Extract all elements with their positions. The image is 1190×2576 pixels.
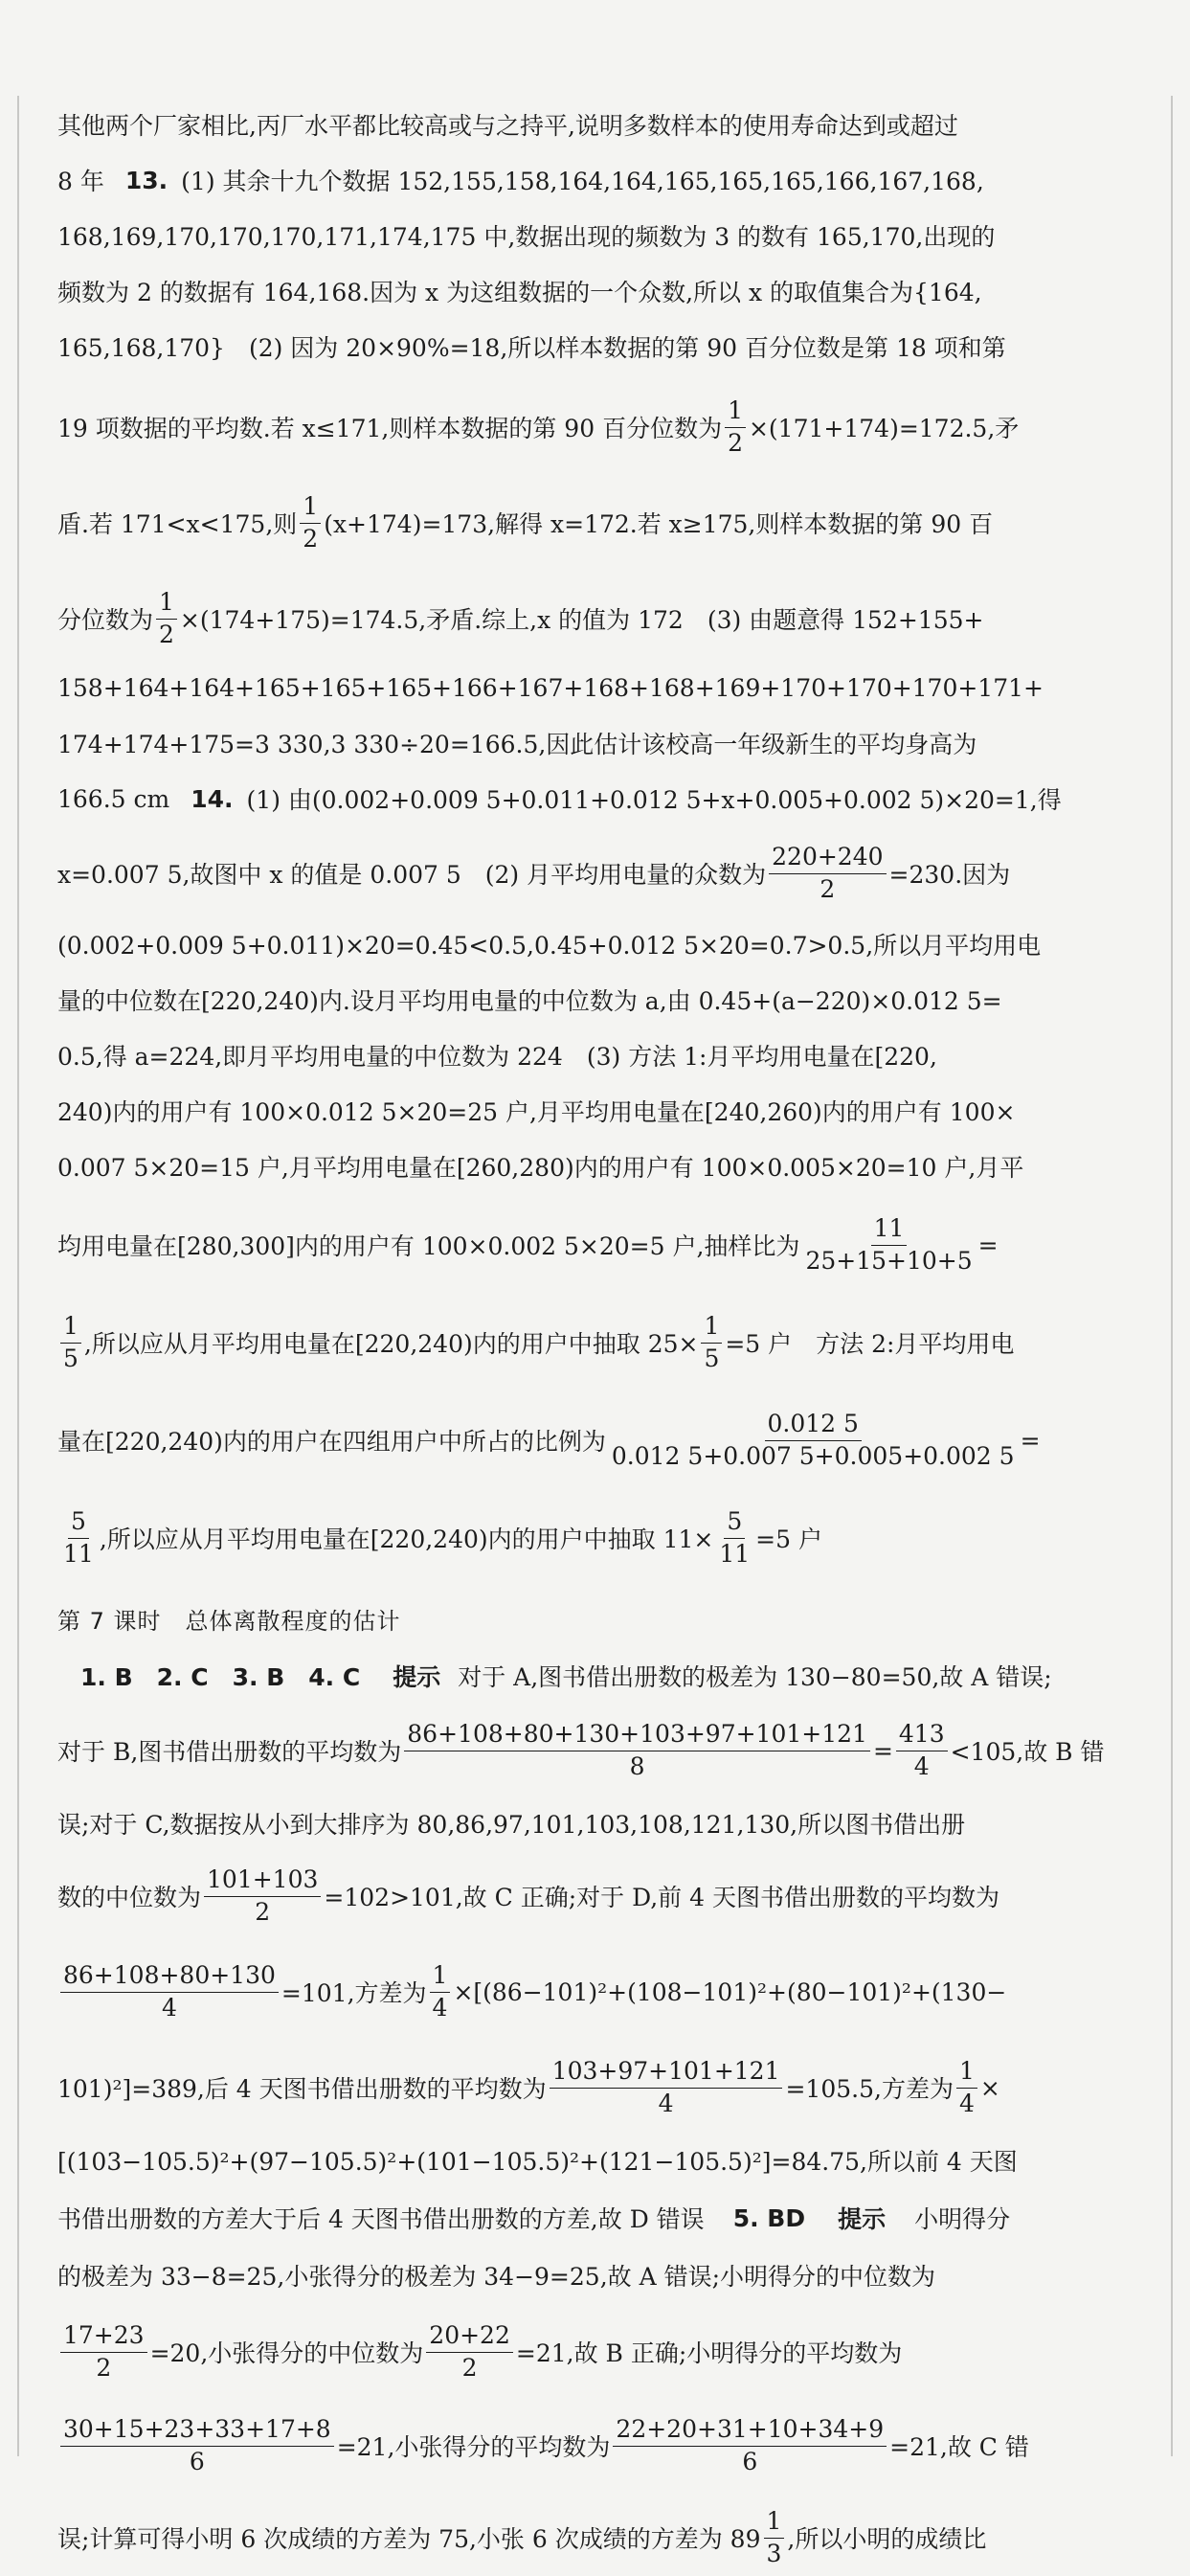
- right-margin-rule: [1171, 96, 1173, 2456]
- left-margin-rule: [17, 96, 19, 2456]
- text-line: $\frac{86+108+80+130}{4}$ =101,方差为 $\frac{1}{4}$ ×[(86−101)²+(108−101)²+(80−101)²+(130−: [57, 1954, 1137, 2030]
- text-line: 其他两个厂家相比,丙厂水平都比较高或与之持平,说明多数样本的使用寿命达到或超过: [57, 112, 958, 140]
- text-line: 0.5,得 a=224,即月平均用电量的中位数为 224 (3) 方法 1:月平均用电量在[220,: [57, 1043, 937, 1071]
- fraction: $\frac{101+103}{2}$: [204, 1866, 321, 1927]
- fraction: $\frac{30+15+23+33+17+8}{6}$: [60, 2416, 334, 2476]
- fraction: $\frac{1}{2}$: [300, 493, 321, 554]
- hint-label: 提示: [838, 2205, 887, 2233]
- answer-choices: 5. BD: [732, 2203, 806, 2232]
- text-line: 量的中位数在[220,240)内.设月平均用电量的中位数为 a,由 0.45+(a−220)×0.012 5=: [57, 987, 1002, 1015]
- text-line: 书借出册数的方差大于后 4 天图书借出册数的方差,故 D 错误 5. BD 提示 小明得分: [57, 2189, 1137, 2247]
- fraction: $\frac{1}{2}$: [725, 397, 746, 458]
- text-line: 8 年 13. (1) 其余十九个数据 152,155,158,164,164,165,165,165,166,167,168,: [57, 166, 984, 195]
- fraction: $\frac{1}{5}$: [60, 1313, 81, 1373]
- fraction: $\frac{1}{3}$: [764, 2508, 785, 2568]
- text-line: 0.007 5×20=15 户,月平均用电量在[260,280)内的用户有 100×0.005×20=10 户,月平: [57, 1154, 1024, 1182]
- text-line: x=0.007 5,故图中 x 的值是 0.007 5 (2) 月平均用电量的众数为 $\frac{220+240}{2}$ =230.因为: [57, 842, 1011, 903]
- text-line: 158+164+164+165+165+165+166+167+168+168+169+170+170+170+171+: [57, 673, 1044, 702]
- text-line: 数的中位数为 $\frac{101+103}{2}$ =102>101,故 C 正确;对于 D,前 4 天图书借出册数的平均数为: [57, 1864, 999, 1926]
- text-line: 盾.若 171<x<175,则 $\frac{1}{2}$ (x+174)=173,解得 x=172.若 x≥175,则样本数据的第 90 百: [57, 491, 994, 553]
- text-line: $\frac{1}{5}$ ,所以应从月平均用电量在[220,240)内的用户中抽取 25× $\frac{1}{5}$ =5 户 方法 2:月平均用电: [57, 1304, 1137, 1381]
- fraction: $\frac{220+240}{2}$: [769, 844, 886, 904]
- text-line: 1. B 2. C 3. B 4. C 提示 对于 A,图书借出册数的极差为 130−80=50,故 A 错误;: [57, 1647, 1137, 1705]
- text-line: 19 项数据的平均数.若 x≤171,则样本数据的第 90 百分位数为 $\frac{1}{2}$ ×(171+174)=172.5,矛: [57, 395, 1020, 457]
- text-line: 均用电量在[280,300]内的用户有 100×0.002 5×20=5 户,抽样比为 $\frac{11}{25+15+10+5}$ =: [57, 1213, 999, 1275]
- text-line: 频数为 2 的数据有 164,168.因为 x 为这组数据的一个众数,所以 x 的取值集合为{164,: [57, 279, 982, 306]
- section-title: 第 7 课时 总体离散程度的估计: [57, 1607, 401, 1635]
- fraction: $\frac{1}{5}$: [701, 1313, 722, 1373]
- text-line: $\frac{17+23}{2}$ =20,小张得分的中位数为 $\frac{20+22}{2}$ =21,故 B 正确;小明得分的平均数为: [57, 2314, 1137, 2390]
- text-line: [(103−105.5)²+(97−105.5)²+(101−105.5)²+(121−105.5)²]=84.75,所以前 4 天图: [57, 2148, 1018, 2176]
- text-line: 168,169,170,170,170,171,174,175 中,数据出现的频数为 3 的数有 165,170,出现的: [57, 223, 996, 251]
- text-line: 165,168,170} (2) 因为 20×90%=18,所以样本数据的第 90 百分位数是第 18 项和第: [57, 334, 1006, 362]
- question-number: 14.: [191, 784, 234, 813]
- answer-choices: 1. B 2. C 3. B 4. C: [80, 1663, 361, 1691]
- fraction: $\frac{86+108+80+130}{4}$: [60, 1962, 279, 2022]
- fraction: $\frac{413}{4}$: [896, 1721, 948, 1781]
- fraction: $\frac{103+97+101+121}{4}$: [550, 2058, 783, 2118]
- text-line: 量在[220,240)内的用户在四组用户中所占的比例为 $\frac{0.012 5}{0.012 5+0.007 5+0.005+0.002 5}$ =: [57, 1409, 1041, 1470]
- text-line: 240)内的用户有 100×0.012 5×20=25 户,月平均用电量在[240,260)内的用户有 100×: [57, 1098, 1016, 1126]
- fraction: $\frac{1}{2}$: [156, 589, 177, 649]
- text-line: 的极差为 33−8=25,小张得分的极差为 34−9=25,故 A 错误;小明得分的中位数为: [57, 2263, 936, 2291]
- text-line: (0.002+0.009 5+0.011)×20=0.45<0.5,0.45+0.012 5×20=0.7>0.5,所以月平均用电: [57, 932, 1042, 960]
- question-number: 13.: [124, 166, 168, 194]
- fraction: $\frac{22+20+31+10+34+9}{6}$: [613, 2416, 887, 2476]
- fraction: $\frac{20+22}{2}$: [426, 2322, 513, 2383]
- text-line: $\frac{5}{11}$ ,所以应从月平均用电量在[220,240)内的用户中抽取 11× $\frac{5}{11}$ =5 户: [57, 1500, 1137, 1576]
- fraction: $\frac{86+108+80+130+103+97+101+121}{8}$: [404, 1721, 870, 1781]
- text-line: $\frac{30+15+23+33+17+8}{6}$ =21,小张得分的平均数为 $\frac{22+20+31+10+34+9}{6}$ =21,故 C 错: [57, 2407, 1137, 2484]
- fraction: $\frac{5}{11}$: [719, 1506, 751, 1568]
- text-line: 166.5 cm 14. (1) 由(0.002+0.009 5+0.011+0.012 5+x+0.005+0.002 5)×20=1,得: [57, 784, 1062, 814]
- fraction: $\frac{11}{25+15+10+5}$: [805, 1213, 973, 1275]
- text-line: 分位数为 $\frac{1}{2}$ ×(174+175)=174.5,矛盾.综上,x 的值为 172 (3) 由题意得 152+155+: [57, 587, 984, 648]
- fraction: $\frac{5}{11}$: [63, 1506, 94, 1568]
- text-line: 101)²]=389,后 4 天图书借出册数的平均数为 $\frac{103+97+101+121}{4}$ =105.5,方差为 $\frac{1}{4}$ ×: [57, 2056, 1000, 2117]
- text-line: 误;对于 C,数据按从小到大排序为 80,86,97,101,103,108,121,130,所以图书借出册: [57, 1811, 966, 1839]
- fraction: $\frac{1}{4}$: [430, 1962, 451, 2022]
- fraction: $\frac{1}{4}$: [956, 2058, 977, 2118]
- text-line: 对于 B,图书借出册数的平均数为 $\frac{86+108+80+130+103+97+101+121}{8}$ = $\frac{413}{4}$ <105,故 B 错: [57, 1719, 1105, 1780]
- fraction: $\frac{0.012 5}{0.012 5+0.007 5+0.005+0.002 5}$: [611, 1409, 1015, 1470]
- hint-label: 提示: [393, 1663, 441, 1691]
- text-line: 误;计算可得小明 6 次成绩的方差为 75,小张 6 次成绩的方差为 89 $\frac{1}{3}$ ,所以小明的成绩比: [57, 2506, 987, 2567]
- fraction: $\frac{17+23}{2}$: [60, 2322, 147, 2383]
- text-line: 174+174+175=3 330,3 330÷20=166.5,因此估计该校高一年级新生的平均身高为: [57, 731, 977, 758]
